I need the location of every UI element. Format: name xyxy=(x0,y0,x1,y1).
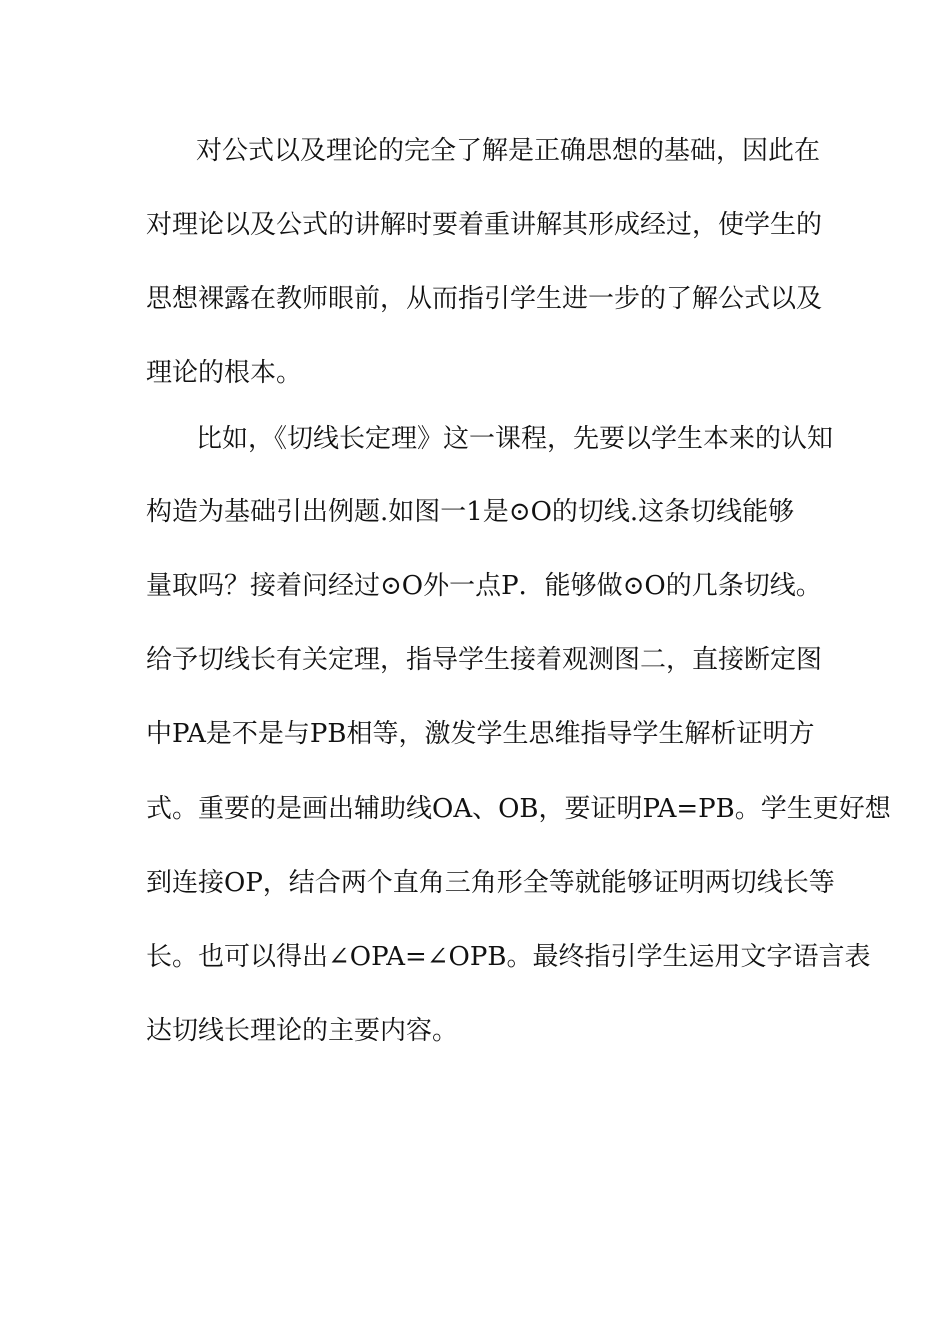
text-line: 构造为基础引出例题.如图一1是⊙O的切线.这条切线能够 xyxy=(146,497,795,527)
text-line: 对理论以及公式的讲解时要着重讲解其形成经过，使学生的 xyxy=(146,210,823,240)
text-line: 理论的根本。 xyxy=(146,358,303,388)
text-line: 比如，《切线长定理》这一课程，先要以学生本来的认知 xyxy=(196,424,834,454)
text-line: 式。重要的是画出辅助线OA、OB，要证明PA=PB。学生更好想 xyxy=(146,794,891,824)
text-line: 对公式以及理论的完全了解是正确思想的基础，因此在 xyxy=(196,136,821,166)
text-line: 达切线长理论的主要内容。 xyxy=(146,1016,459,1046)
text-line: 量取吗？接着问经过⊙O外一点P．能够做⊙O的几条切线。 xyxy=(146,571,822,601)
text-line: 长。也可以得出∠OPA=∠OPB。最终指引学生运用文字语言表 xyxy=(146,942,871,972)
text-line: 思想裸露在教师眼前，从而指引学生进一步的了解公式以及 xyxy=(146,284,823,314)
text-line: 到连接OP，结合两个直角三角形全等就能够证明两切线长等 xyxy=(146,868,835,898)
text-line: 给予切线长有关定理，指导学生接着观测图二，直接断定图 xyxy=(146,645,823,675)
text-line: 中PA是不是与PB相等，激发学生思维指导学生解析证明方 xyxy=(146,719,815,749)
